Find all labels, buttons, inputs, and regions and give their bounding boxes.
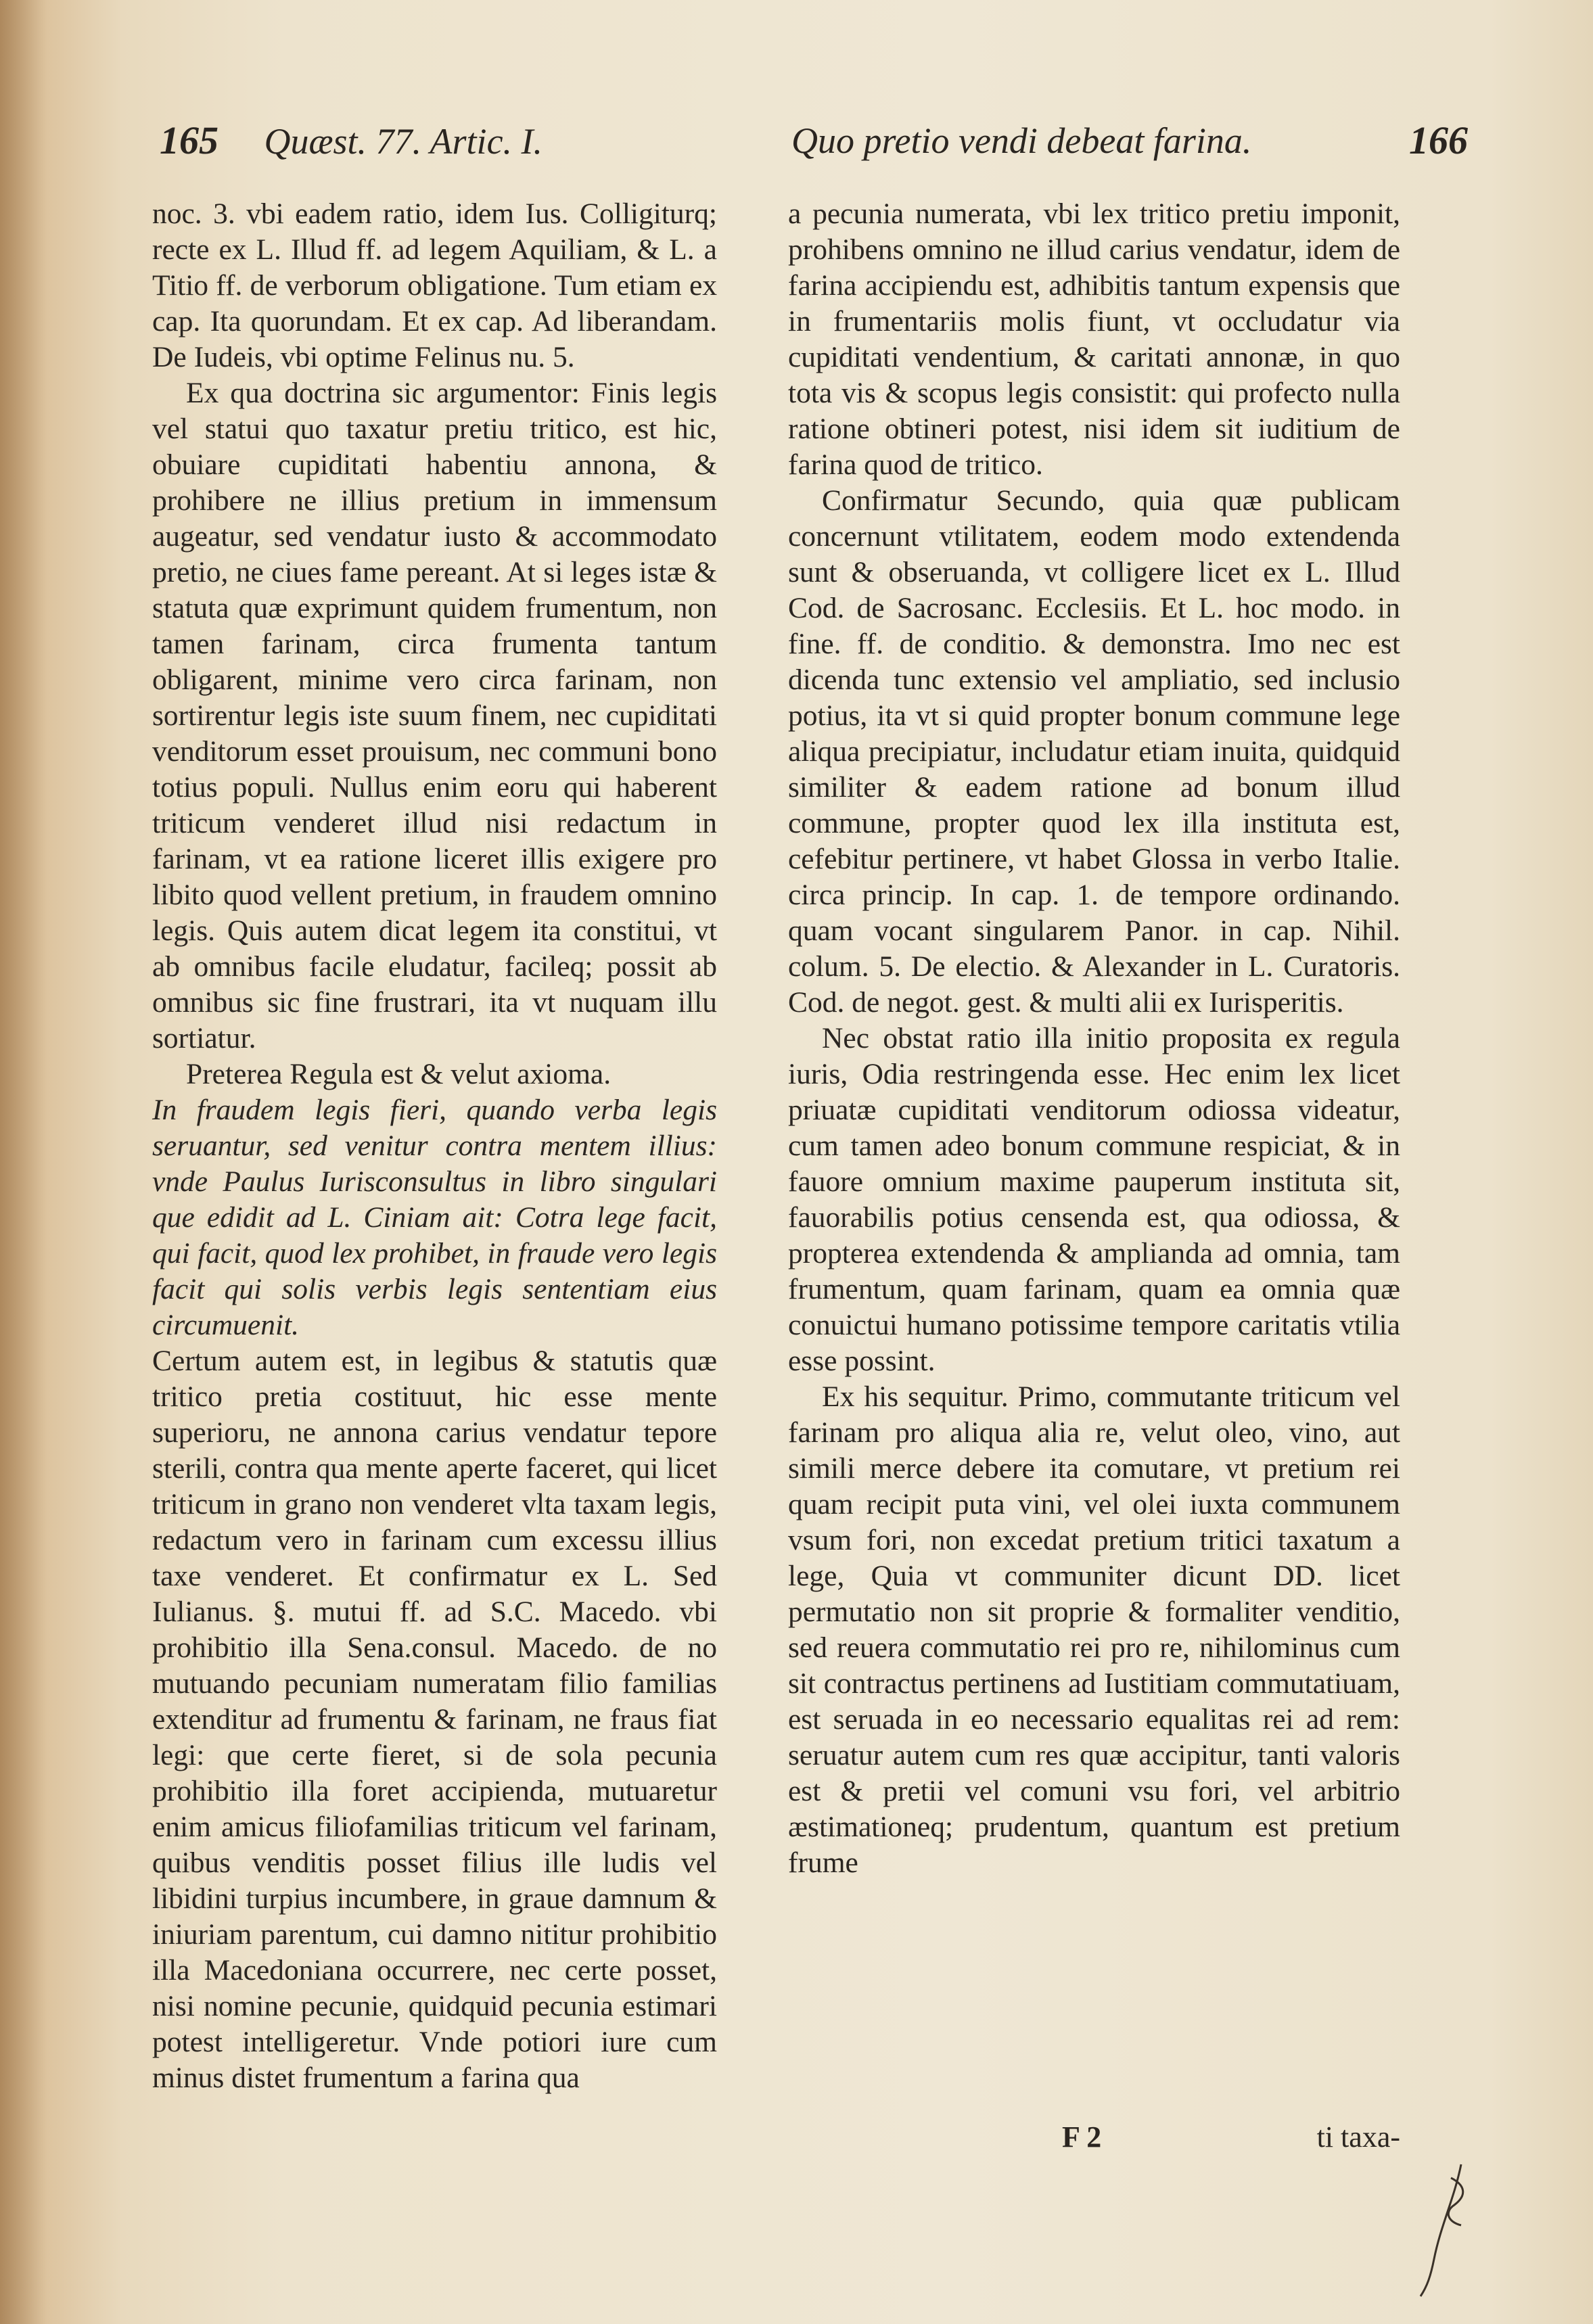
right-running-head <box>791 114 1468 168</box>
paragraph: a pecunia numerata, vbi lex tritico pretiu imponit, prohibens omnino ne illud carius vendatur, idem de farina accipiendu est, adhibitis tantum expensis que in frumentariis molis fiunt, vt occludatur via cupiditati vendentium, & caritati annonæ, in quo tota vis & scopus legis consistit: qui profecto nulla ratione obtineri potest, nisi idem sit iuditium de farina quod de tritico. <box>788 197 1400 481</box>
right-text-column <box>788 196 1400 1881</box>
left-running-title: Quæst. 77. Artic. I. <box>264 121 543 162</box>
catchword: ti taxa- <box>1316 2120 1400 2154</box>
paragraph: Preterea Regula est & velut axioma. <box>186 1058 611 1090</box>
signature-mark: F 2 <box>1062 2120 1102 2154</box>
right-page-number: 166 <box>1409 118 1468 162</box>
left-text-column <box>152 196 717 2096</box>
paragraph: Confirmatur Secundo, quia quæ publicam concernunt vtilitatem, eodem modo extendenda sunt & obseruanda, vt colligere licet ex L. Illud Cod. de Sacrosanc. Ecclesiis. Et L. hoc modo. in fine. ff. de conditio. & demonstra. Imo nec est dicenda tunc extensio vel ampliatio, sed inclusio potius, ita vt si quid propter bonum commune lege aliqua precipiatur, includatur etiam inuita, quidquid similiter & eadem ratione ad bonum illud commune, propter quod lex illa instituta est, cefebitur pertinere, vt habet Glossa in verbo Italie. circa princip. In cap. 1. de temporе ordinando. quam vocant singularem Panor. in cap. Nihil. colum. 5. De electio. & Alexander in L. Curatoris. Cod. de negot. gest. & multi alii ex Iurisperitis. <box>788 484 1400 1019</box>
quoted-rule: In fraudem legis fieri, quando verba legis seruantur, sed venitur contra mentem illius: vnde Paulus Iurisconsultus in libro singulari que edidit ad L. Ciniam ait: Cotra lege facit, qui facit, quod lex prohibet, in fraude vero legis facit qui solis verbis legis sententiam eius circumuenit. <box>152 1094 717 1341</box>
paragraph: Nec obstat ratio illa initio proposita ex regula iuris, Odia restringenda esse. Hec enim lex licet priuatæ cupiditati venditorum odiossa videatur, cum tamen adeo bonum commune respiciat, & in fauore omnium maxime pauperum instituta sit, fauorabilis potius censenda est, qua odiossa, & propterea extendenda & amplianda ad omnia, tam frumentum, quam farinam, quam ea omnia quæ conuictui humano potissime tempore caritatis vtilia esse possint. <box>788 1022 1400 1377</box>
right-running-title: Quo pretio vendi debeat farina. <box>791 120 1252 161</box>
paragraph: noc. 3. vbi eadem ratio, idem Ius. Colligiturq; recte ex L. Illud ff. ad legem Aquiliam, & L. a Titio ff. de verborum obligatione. Tum etiam ex cap. Ita quorundam. Et ex cap. Ad liberandam. De Iudeis, vbi optime Felinus nu. 5. <box>152 197 717 373</box>
ink-flourish-mark <box>1414 2158 1475 2300</box>
paragraph: Certum autem est, in legibus & statutis quæ tritico pretia costituut, hic esse mente superioru, ne annona carius vendatur tepore sterili, contra qua mente aperte faceret, qui licet triticum in grano non venderet vlta taxam legis, redactum vero in farinam cum excessu illius taxe venderet. Et confirmatur ex L. Sed Iulianus. §. mutui ff. ad S.C. Macedo. vbi prohibitio illa Sena.consul. Macedo. de no mutuando pecuniam numeratam filio familias extenditur ad frumentu & farinam, ne fraus fiat legi: que certe fieret, si de sola pecunia prohibitio illa foret accipienda, mutuaretur enim amicus filiofamilias triticum vel farinam, quibus venditis posset filius ille ludis vel libidini turpius incumbere, in graue damnum & iniuriam parentum, cui damno nititur prohibitio illa Macedoniana occurrere, nec certe posset, nisi nomine pecunie, quidquid pecunia estimari potest intelligeretur. Vnde potiori iure cum minus distet frumentum a farina qua <box>152 1345 717 2094</box>
gutter-shadow <box>0 0 47 2324</box>
paragraph: Ex qua doctrina sic argumentor: Finis legis vel statui quo taxatur pretiu tritico, est hic, obuiare cupiditati habentiu annona, & prohibere ne illius pretium in immensum augeatur, sed vendatur iusto & accommodato pretio, ne ciues fame pereant. At si leges istæ & statuta quæ exprimunt quidem frumentum, non tamen farinam, circa frumenta tantum obligarent, minime vero circa farinam, non sortirentur legis iste suum finem, nec cupiditati venditorum esset prouisum, nec communi bono totius populi. Nullus enim eoru qui haberent triticum venderet illud nisi redactum in farinam, vt ea ratione liceret illis exigere pro libito quod vellent pretium, in fraudem omnino legis. Quis autem dicat legem ita constitui, vt ab omnibus facile eludatur, facileq; possit ab omnibus sic fine frustrari, ita vt nuquam illu sortiatur. <box>152 377 717 1054</box>
paragraph: Ex his sequitur. Primo, commutante triticum vel farinam pro aliqua alia re, velut oleo, vino, aut simili merce debere ita comutare, vt pretium rei quam recipit puta vini, vel olei iuxta communem vsum fori, non excedat pretium tritici taxatum a lege, Quia vt communiter dicunt DD. licet permutatio non sit proprie & formaliter venditio, sed reuera commutatio rei pro re, nihilominus cum sit contractus pertinens ad Iustitiam commutatiuam, est seruada in eo necessario equalitas rei ad rem: seruatur autem cum res quæ accipitur, tanti valoris est & pretii vel comuni vsu fori, vel arbitrio æstimationeq; prudentum, quantum est pretium frume <box>788 1380 1400 1879</box>
left-page-number: 165 <box>160 118 218 162</box>
left-running-head <box>160 114 714 168</box>
page-footer <box>788 2117 1400 2158</box>
